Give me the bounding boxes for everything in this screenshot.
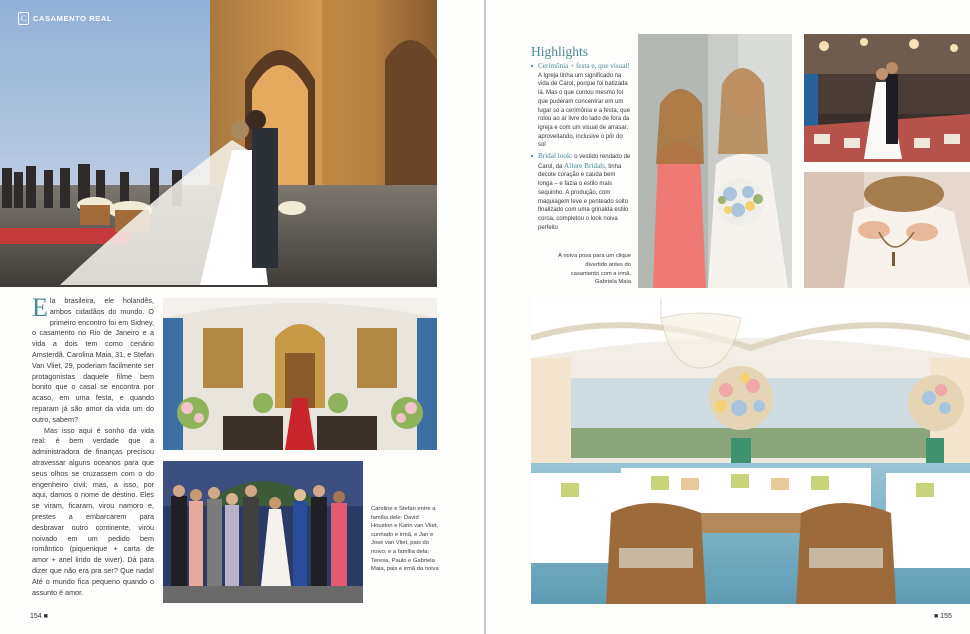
- bride-sister-photo: [638, 34, 792, 288]
- article-paragraph-1: Ela brasileira, ele holandês, ambos cidadãos do mundo. O primeiro encontro foi em Sidney, o casamento no Rio de Janeiro e a vida a dois tem como cenário Amsterdã. Carolina Maia, 31, e Stefan Van Vliet, 29, poderiam facilmente ser protagonistas daquele filme bem bonito que o casal se encontra por acaso, em uma festa, e quando reparam já são amor da vida um do outro, sabem?: [32, 293, 154, 424]
- family-group-photo: [163, 461, 363, 603]
- bride-sister-illustration: [638, 34, 792, 288]
- church-interior-photo: [163, 298, 437, 450]
- first-dance-photo: [804, 34, 970, 162]
- left-page: [0, 0, 484, 634]
- reception-lounge-illustration: [531, 298, 970, 604]
- highlights-list: [531, 62, 631, 234]
- highlight-item-bridal-look: ■ Bridal look: o vestido rendado de Carol, da Allure Bridals, tinha decote coração e cauda bem longa – e fazia o estilo mais sequinho. A produção, com maquiagem leve e penteado solto finalizado com uma grinalda estilo coroa, completou o look noiva perfeito: [531, 152, 631, 232]
- family-photo-caption: Caroline e Stefan entre a família dele: David Houston e Karin van Vliet, cunhado e irmã, e Jan e José van Vliet, pais do noivo; e a família dela: Teresa, Paulo e Gabriela Maia, pais e irmã da noiva: [371, 506, 439, 573]
- hero-couple-illustration: [0, 0, 437, 287]
- right-page: [486, 0, 970, 634]
- article-body: [32, 293, 154, 598]
- reception-lounge-photo: [531, 298, 970, 604]
- section-header: [18, 12, 112, 25]
- sister-photo-caption: A noiva posa para um clique divertido antes do casamento com a irmã, Gabriela Maia: [558, 253, 631, 286]
- article-paragraph-2: Mas isso aqui é sonho da vida real: é bem verdade que a administradora de finanças precisou atravessar alguns oceanos para que seus olhos se cruzassem com o do engenheiro civil; mas, a isso, por aqui, damos o nome de destino. Eles se viram, ficaram, virou namoro e, prestes a embarcarem para desbravar outro continente, virou noivado em um pedido bem romântico (piquenique + carta de amor + anel lindo de viver). Dá para dizer que não era pra ser? Que nada! Até o mundo fica pequeno quando o assunto é amor.: [32, 425, 154, 597]
- rosary-detail-photo: [804, 172, 970, 288]
- family-group-illustration: [163, 461, 363, 603]
- magazine-logo-icon: C: [18, 12, 29, 25]
- church-interior-illustration: [163, 298, 437, 450]
- hero-couple-photo: [0, 0, 437, 287]
- section-title: CASAMENTO REAL: [33, 14, 113, 23]
- rosary-detail-illustration: [804, 172, 970, 288]
- page-number-left: 154 ■: [30, 613, 48, 620]
- dropcap: E: [32, 293, 48, 322]
- highlights-title: Highlights: [531, 44, 589, 59]
- page-number-right: ■ 155: [934, 613, 952, 620]
- highlight-item-ceremony: ■ Cerimônia + festa e, que visual! A Igreja tinha um significado na vida de Carol, porque foi batizada lá. Mas o que contou mesmo foi que puderam concentrar em um lugar só a cerimônia e a festa, que rolou ao ar livre do lado de fora da igreja e com um visual de arrasar, aproveitando, inclusive o pôr do sol: [531, 62, 631, 150]
- first-dance-illustration: [804, 34, 970, 162]
